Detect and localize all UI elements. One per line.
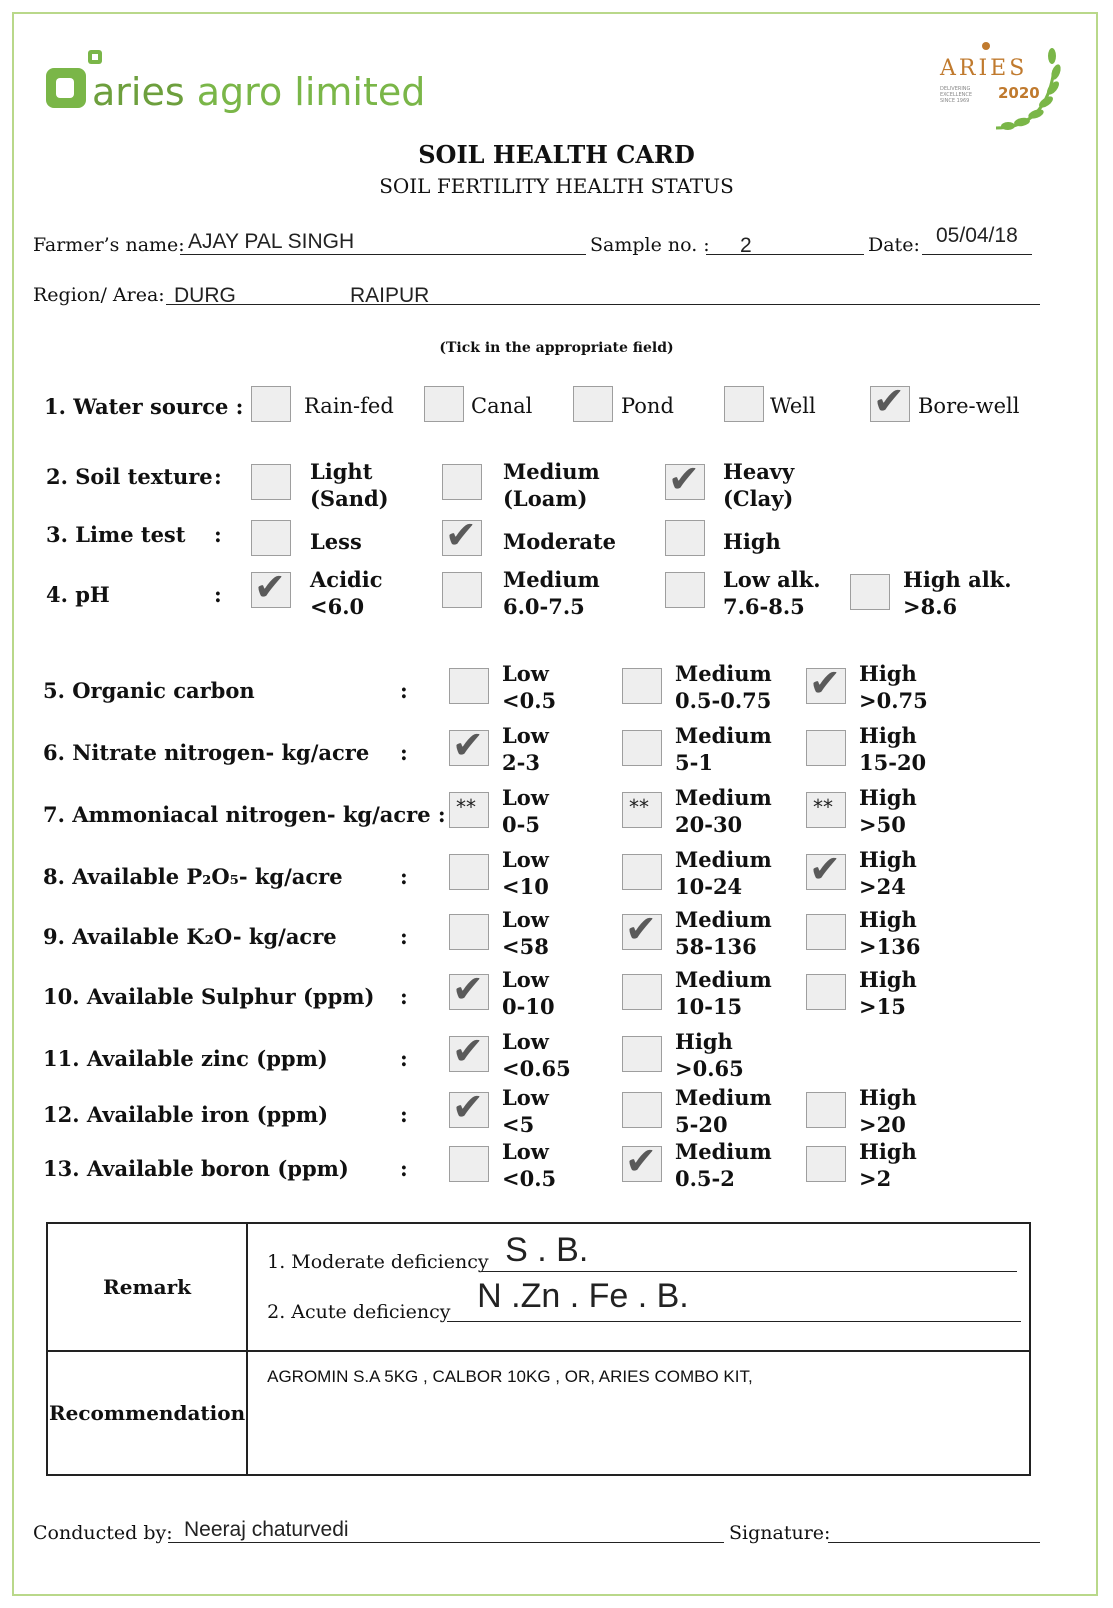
- q8-option-0: Low <10: [502, 847, 549, 899]
- q1-option-canal: Canal: [471, 394, 533, 418]
- check-icon: ✔: [452, 723, 484, 767]
- q1-checkbox-well[interactable]: [724, 386, 764, 422]
- q5-label: 5. Organic carbon: [43, 678, 255, 703]
- q10-checkbox-1[interactable]: [622, 974, 662, 1010]
- q10-colon: :: [400, 984, 408, 1009]
- q12-checkbox-1[interactable]: [622, 1092, 662, 1128]
- q9-checkbox-2[interactable]: [806, 914, 846, 950]
- q5-option-1: Medium 0.5-0.75: [675, 661, 772, 713]
- conducted-label: Conducted by:: [33, 1522, 173, 1544]
- remark-line1-value[interactable]: S . B.: [505, 1231, 589, 1269]
- q3-checkbox-high[interactable]: [665, 520, 705, 556]
- check-icon: ✔: [809, 847, 841, 891]
- q4-checkbox-low-alk[interactable]: [665, 572, 705, 608]
- q4-option-low-alk: Low alk. 7.6-8.5: [723, 567, 821, 619]
- check-icon: ✔: [445, 513, 477, 557]
- farmer-line: [180, 254, 586, 255]
- recommendation-label: Recommendation: [47, 1351, 247, 1475]
- q12-option-2: High >20: [859, 1085, 917, 1137]
- q1-option-rainfed: Rain-fed: [304, 394, 394, 418]
- q2-label: 2. Soil texture: [46, 464, 213, 489]
- region-line: [166, 304, 1040, 305]
- q7-checkbox-1[interactable]: [622, 792, 662, 828]
- conducted-line: [168, 1542, 724, 1543]
- check-icon: ✔: [668, 457, 700, 501]
- remark-label: Remark: [47, 1223, 247, 1351]
- q3-colon: :: [214, 522, 222, 547]
- q7-label: 7. Ammoniacal nitrogen- kg/acre :: [43, 802, 446, 827]
- q1-checkbox-borewell[interactable]: [870, 379, 910, 423]
- q6-checkbox-2[interactable]: [806, 730, 846, 766]
- q4-colon: :: [214, 582, 222, 607]
- q3-option-high: High: [723, 529, 781, 554]
- asterisk-mark: **: [813, 795, 833, 819]
- q10-label: 10. Available Sulphur (ppm): [43, 984, 375, 1009]
- q10-checkbox-0[interactable]: [449, 967, 489, 1011]
- q12-label: 12. Available iron (ppm): [43, 1102, 329, 1127]
- q13-checkbox-0[interactable]: [449, 1146, 489, 1182]
- q11-option-0: Low <0.65: [502, 1029, 571, 1081]
- q8-checkbox-0[interactable]: [449, 854, 489, 890]
- q5-colon: :: [400, 678, 408, 703]
- q2-checkbox-heavy[interactable]: [665, 457, 705, 501]
- date-line: [922, 254, 1032, 255]
- check-icon: ✔: [254, 565, 286, 609]
- card-subtitle: SOIL FERTILITY HEALTH STATUS: [379, 174, 734, 198]
- remark-cell: [247, 1223, 1030, 1351]
- q7-checkbox-2[interactable]: [806, 792, 846, 828]
- q4-checkbox-medium[interactable]: [442, 572, 482, 608]
- card-title: SOIL HEALTH CARD: [418, 140, 695, 169]
- q4-option-medium: Medium 6.0-7.5: [503, 567, 600, 619]
- q2-colon: :: [214, 464, 222, 489]
- region-label: Region/ Area:: [33, 284, 165, 306]
- q5-option-0: Low <0.5: [502, 661, 557, 713]
- remark-recommendation-table: [46, 1222, 1031, 1476]
- q5-checkbox-0[interactable]: [449, 668, 489, 704]
- company-word-aries: aries: [92, 70, 185, 114]
- q13-checkbox-2[interactable]: [806, 1146, 846, 1182]
- q1-label: 1. Water source :: [44, 394, 244, 419]
- asterisk-mark: **: [629, 795, 649, 819]
- conducted-value[interactable]: Neeraj chaturvedi: [184, 1518, 349, 1541]
- q9-label: 9. Available K₂O- kg/acre: [43, 924, 337, 949]
- q6-checkbox-1[interactable]: [622, 730, 662, 766]
- check-icon: ✔: [873, 379, 905, 423]
- q7-checkbox-0[interactable]: [449, 792, 489, 828]
- q12-checkbox-2[interactable]: [806, 1092, 846, 1128]
- company-word-rest: agro limited: [196, 70, 426, 114]
- q2-option-medium: Medium (Loam): [503, 459, 600, 511]
- q11-checkbox-1[interactable]: [622, 1036, 662, 1072]
- q4-checkbox-acidic[interactable]: [251, 565, 291, 609]
- q8-checkbox-2[interactable]: [806, 847, 846, 891]
- q1-checkbox-pond[interactable]: [573, 386, 613, 422]
- q6-colon: :: [400, 740, 408, 765]
- remark-line2-label: 2. Acute deficiency: [267, 1301, 451, 1323]
- q3-label: 3. Lime test: [46, 522, 186, 547]
- q10-option-1: Medium 10-15: [675, 967, 772, 1019]
- q3-option-moderate: Moderate: [503, 529, 617, 554]
- q6-checkbox-0[interactable]: [449, 723, 489, 767]
- recommendation-cell: [247, 1351, 1030, 1475]
- q11-label: 11. Available zinc (ppm): [43, 1046, 328, 1071]
- asterisk-mark: **: [456, 795, 476, 819]
- remark-line1-underline: [481, 1271, 1017, 1272]
- q4-checkbox-high-alk[interactable]: [850, 574, 890, 610]
- q7-option-0: Low 0-5: [502, 785, 549, 837]
- q11-colon: :: [400, 1046, 408, 1071]
- q8-option-2: High >24: [859, 847, 917, 899]
- q10-option-2: High >15: [859, 967, 917, 1019]
- q9-option-2: High >136: [859, 907, 921, 959]
- q2-checkbox-light[interactable]: [251, 464, 291, 500]
- q8-colon: :: [400, 864, 408, 889]
- signature-line[interactable]: [828, 1542, 1040, 1543]
- q1-option-borewell: Bore-well: [918, 394, 1020, 418]
- q5-checkbox-1[interactable]: [622, 668, 662, 704]
- check-icon: ✔: [452, 1085, 484, 1129]
- badge-year: 2020: [998, 84, 1040, 102]
- badge-word: ARIES: [940, 56, 1028, 81]
- q1-option-pond: Pond: [621, 394, 674, 418]
- q7-option-1: Medium 20-30: [675, 785, 772, 837]
- farmer-value[interactable]: AJAY PAL SINGH: [188, 230, 355, 253]
- sample-value[interactable]: 2: [740, 234, 752, 257]
- q4-option-acidic: Acidic <6.0: [310, 567, 383, 619]
- remark-line2-value[interactable]: N .Zn . Fe . B.: [477, 1277, 689, 1315]
- q4-option-high-alk: High alk. >8.6: [903, 567, 1012, 619]
- tick-instruction: (Tick in the appropriate field): [439, 340, 674, 356]
- q8-option-1: Medium 10-24: [675, 847, 772, 899]
- q13-option-0: Low <0.5: [502, 1139, 557, 1191]
- badge-tagline: DELIVERING EXCELLENCE SINCE 1969: [940, 86, 972, 104]
- q2-checkbox-medium[interactable]: [442, 464, 482, 500]
- check-icon: ✔: [809, 661, 841, 705]
- remark-line1-label: 1. Moderate deficiency: [267, 1251, 489, 1273]
- q6-option-2: High 15-20: [859, 723, 927, 775]
- q6-option-0: Low 2-3: [502, 723, 549, 775]
- q12-option-0: Low <5: [502, 1085, 549, 1137]
- q2-option-light: Light (Sand): [310, 459, 389, 511]
- q11-option-1: High >0.65: [675, 1029, 744, 1081]
- q9-colon: :: [400, 924, 408, 949]
- q11-checkbox-0[interactable]: [449, 1029, 489, 1073]
- q3-checkbox-moderate[interactable]: [442, 513, 482, 557]
- remark-line2-underline: [447, 1321, 1021, 1322]
- check-icon: ✔: [625, 907, 657, 951]
- q1-option-well: Well: [770, 394, 816, 418]
- q6-label: 6. Nitrate nitrogen- kg/acre: [43, 740, 370, 765]
- date-label: Date:: [868, 234, 920, 256]
- check-icon: ✔: [452, 967, 484, 1011]
- q12-colon: :: [400, 1102, 408, 1127]
- q13-label: 13. Available boron (ppm): [43, 1156, 349, 1181]
- q5-option-2: High >0.75: [859, 661, 928, 713]
- sample-line: [706, 254, 864, 255]
- q9-option-0: Low <58: [502, 907, 549, 959]
- q8-checkbox-1[interactable]: [622, 854, 662, 890]
- q4-label: 4. pH: [46, 582, 110, 607]
- q3-option-less: Less: [310, 529, 362, 554]
- farmer-label: Farmer’s name:: [33, 234, 185, 256]
- check-icon: ✔: [452, 1029, 484, 1073]
- company-name: [92, 70, 425, 114]
- q12-checkbox-0[interactable]: [449, 1085, 489, 1129]
- q13-checkbox-1[interactable]: [622, 1139, 662, 1183]
- q13-option-2: High >2: [859, 1139, 917, 1191]
- q5-checkbox-2[interactable]: [806, 661, 846, 705]
- q6-option-1: Medium 5-1: [675, 723, 772, 775]
- signature-label: Signature:: [729, 1522, 831, 1544]
- q13-option-1: Medium 0.5-2: [675, 1139, 772, 1191]
- q12-option-1: Medium 5-20: [675, 1085, 772, 1137]
- q1-checkbox-rainfed[interactable]: [251, 386, 291, 422]
- q1-checkbox-canal[interactable]: [424, 386, 464, 422]
- check-icon: ✔: [625, 1139, 657, 1183]
- q8-label: 8. Available P₂O₅- kg/acre: [43, 864, 343, 889]
- q10-option-0: Low 0-10: [502, 967, 555, 1019]
- q13-colon: :: [400, 1156, 408, 1181]
- sample-label: Sample no. :: [590, 234, 710, 256]
- date-value[interactable]: 05/04/18: [936, 224, 1018, 247]
- q3-checkbox-less[interactable]: [251, 520, 291, 556]
- region-value-1[interactable]: DURG: [174, 284, 236, 307]
- q9-checkbox-1[interactable]: [622, 907, 662, 951]
- q7-option-2: High >50: [859, 785, 917, 837]
- q2-option-heavy: Heavy (Clay): [723, 459, 795, 511]
- recommendation-text[interactable]: AGROMIN S.A 5KG , CALBOR 10KG , OR, ARIES COMBO KIT,: [267, 1367, 753, 1386]
- q10-checkbox-2[interactable]: [806, 974, 846, 1010]
- q9-option-1: Medium 58-136: [675, 907, 772, 959]
- q9-checkbox-0[interactable]: [449, 914, 489, 950]
- region-value-2[interactable]: RAIPUR: [350, 284, 430, 307]
